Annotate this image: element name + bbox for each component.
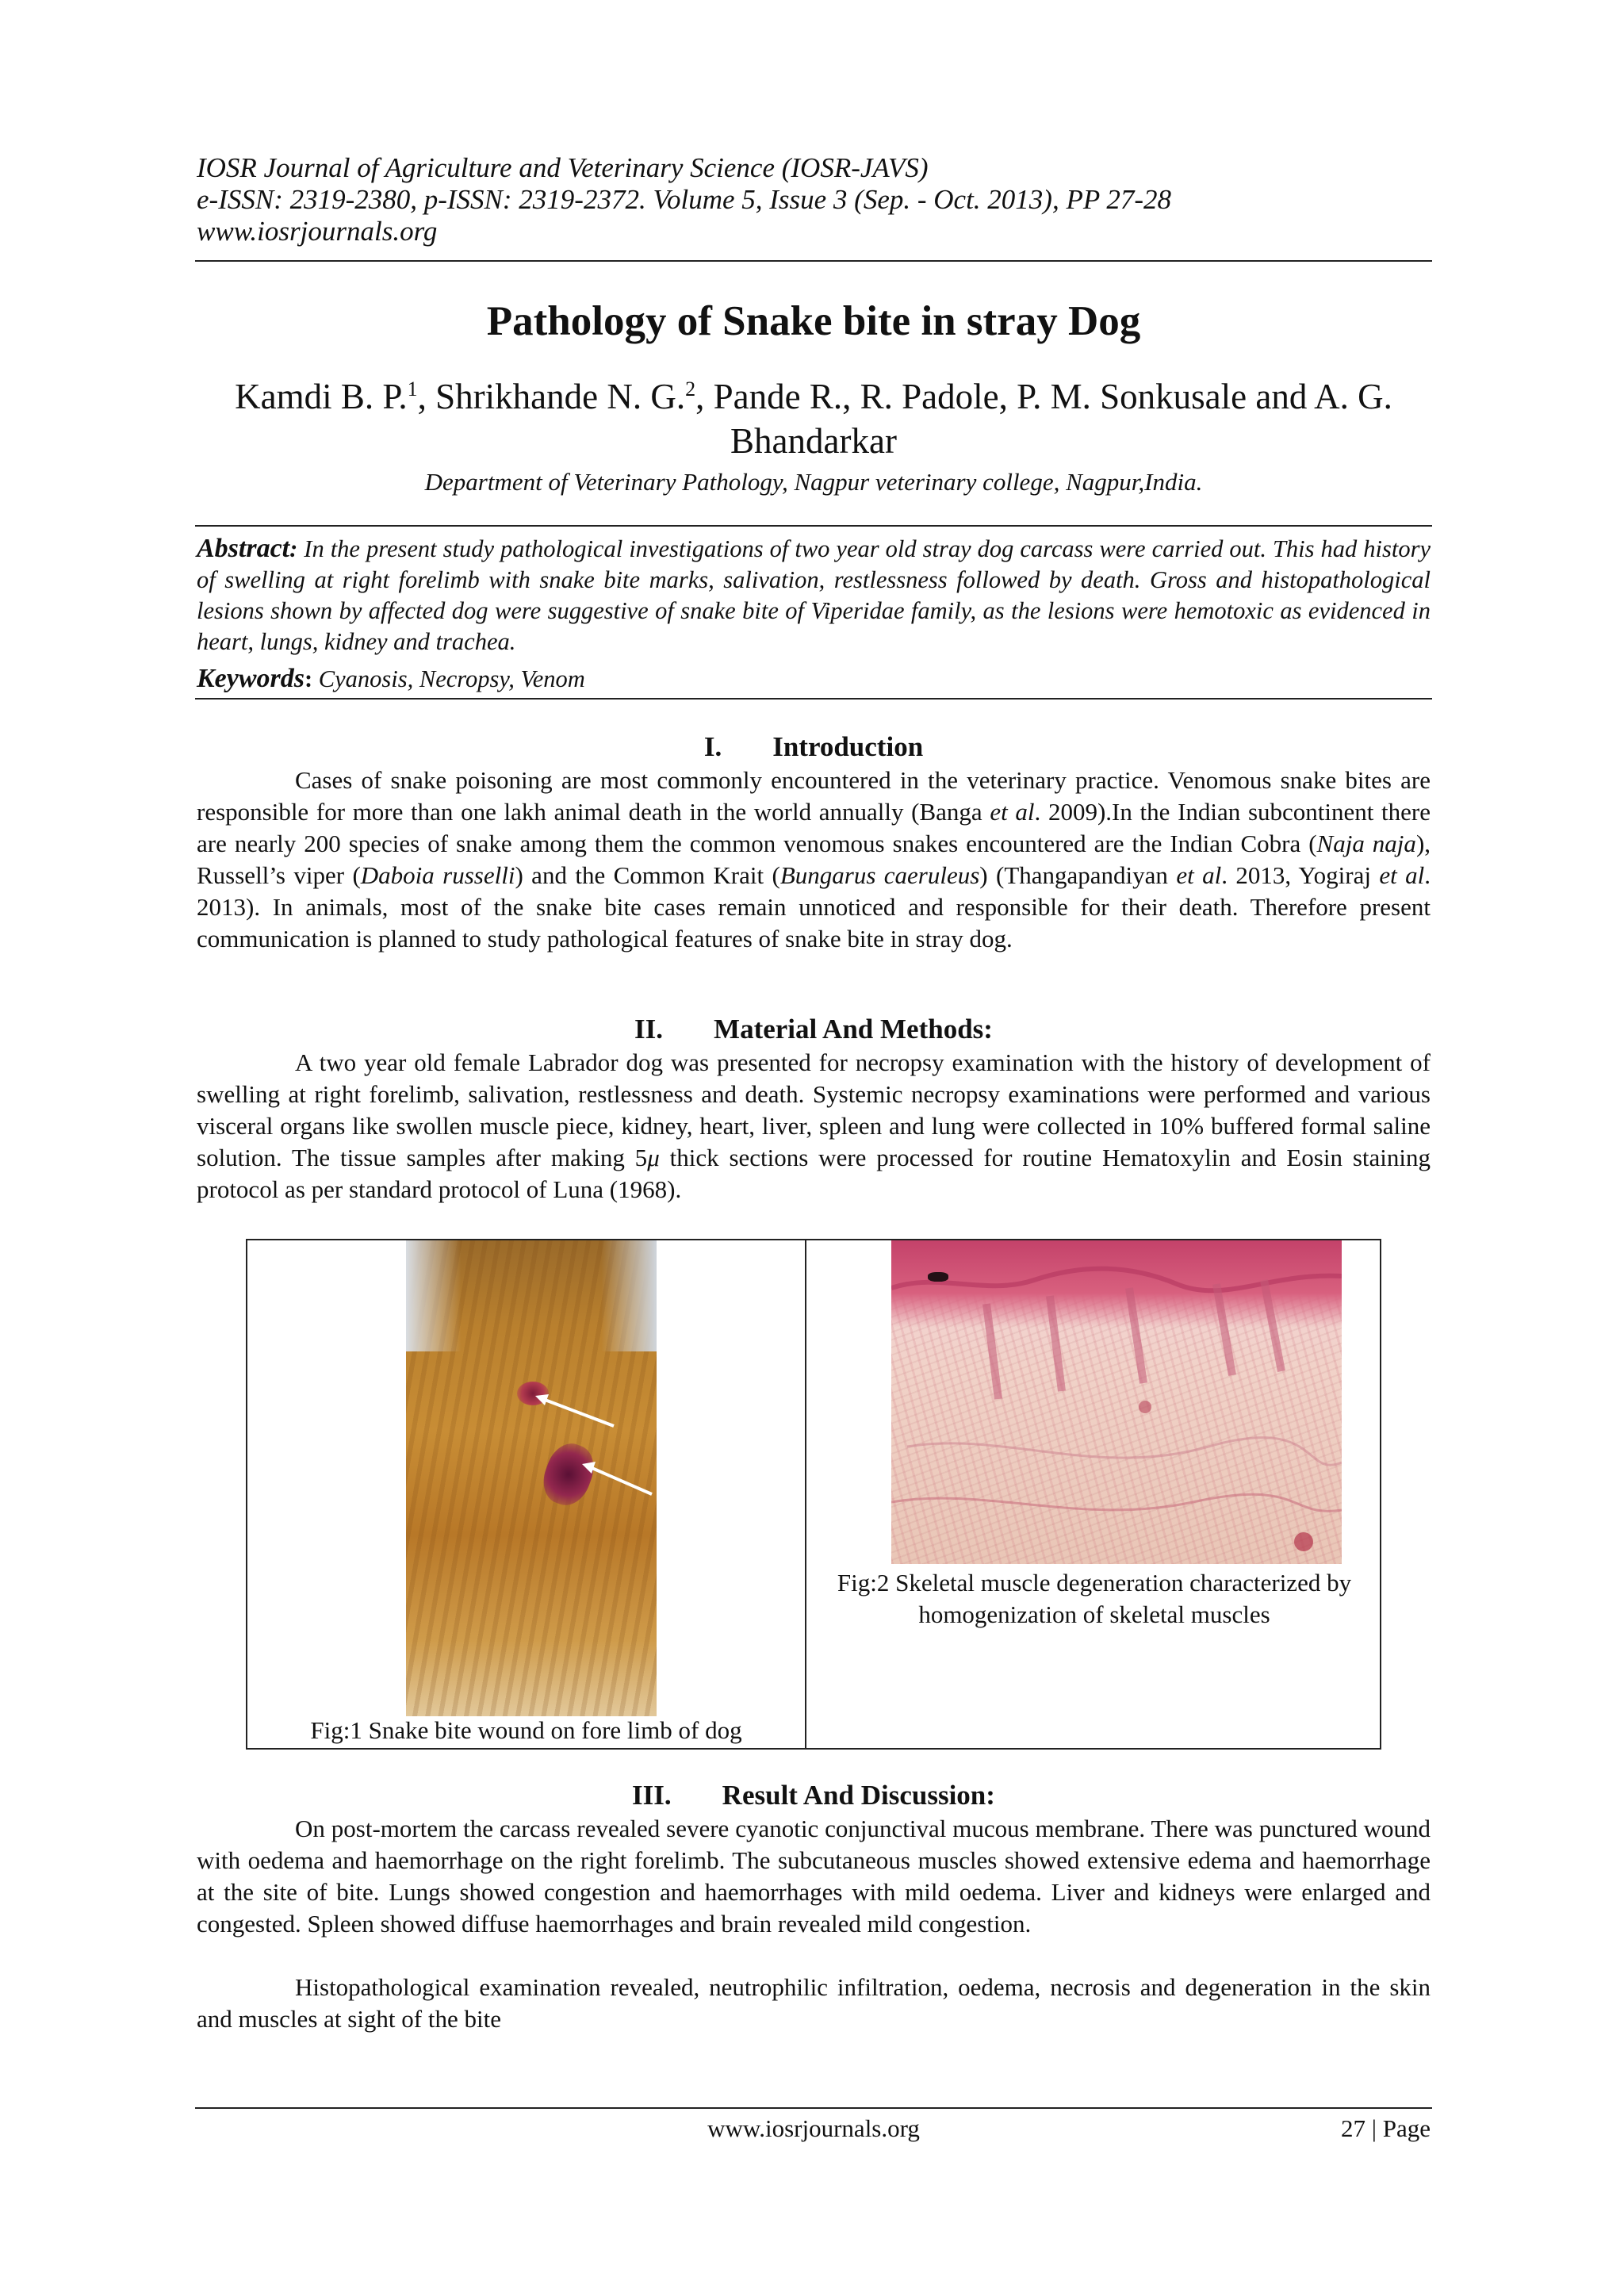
arrow-upper-head <box>535 1394 549 1405</box>
journal-name: IOSR Journal of Agriculture and Veterinary Science (IOSR-JAVS) <box>197 152 929 183</box>
tissue-strands <box>891 1240 1342 1564</box>
epidermis-edge <box>891 1269 1342 1291</box>
author-list <box>195 374 1432 463</box>
pigment-spot <box>928 1272 948 1282</box>
figure-table <box>246 1239 1381 1750</box>
figure-1-caption: Fig:1 Snake bite wound on fore limb of dog <box>310 1716 742 1744</box>
text-run: . 2009).In the Indian subcontinent there are nearly 200 species of snake among them the common venomous snakes encountered are the Indian Cobra ( <box>197 798 1431 857</box>
text-run: Cases of snake poisoning are most commonly encountered in the veterinary practice. Venomous snake bites are responsible for more than one lakh animal death in the world annually (Banga <box>197 766 1431 826</box>
section-number: III. <box>632 1780 672 1811</box>
text-run: Histopathological examination revealed, neutrophilic infiltration, oedema, necrosis and degeneration in the skin and muscles at sight of the bite <box>197 1973 1431 2033</box>
results-paragraph-1 <box>197 1813 1431 1940</box>
section-heading-introduction <box>195 730 1432 765</box>
section-title: Material And Methods: <box>714 1014 993 1045</box>
figure-2-caption: Fig:2 Skeletal muscle degeneration characterized by homogenization of skeletal muscles <box>837 1569 1352 1628</box>
haemorrhage-spot <box>1139 1401 1151 1413</box>
species-name: Daboia russelli <box>360 861 515 889</box>
affiliation: Department of Veterinary Pathology, Nagpur veterinary college, Nagpur,India. <box>424 468 1203 496</box>
text-run: A two year old female Labrador dog was presented for necropsy examination with the history of development of swelling at right forelimb, salivation, restlessness and death. Systemic necropsy examinations were performed and various visceral organs like swollen muscle piece, kidney, heart, liver, spleen and lung were collected in 10% buffered formal saline solution. The tissue samples after making 5 <box>197 1048 1431 1171</box>
footer-website: www.iosrjournals.org <box>707 2114 920 2142</box>
figure-1-dog-forelimb-photo <box>406 1240 657 1716</box>
abstract-rule-top <box>195 525 1432 527</box>
haemorrhage-spot <box>1294 1532 1313 1551</box>
text-run: ), Russell’s viper ( <box>197 830 1431 889</box>
section-title: Result And Discussion: <box>722 1780 995 1811</box>
wound-arrows <box>406 1240 657 1716</box>
text-run: . 2013). In animals, most of the snake bite cases remain unnoticed and responsible for their death. Therefore present communication is planned to study pathological features of snake bite in stray dog. <box>197 861 1431 953</box>
text-run: . 2013, Yogiraj <box>1221 861 1380 889</box>
text-run: ) (Thangapandiyan <box>979 861 1177 889</box>
text-run: thick sections were processed for routine Hematoxylin and Eosin staining protocol as per standard protocol of Luna (1968). <box>197 1144 1431 1203</box>
results-paragraph-2 <box>197 1972 1431 2035</box>
figure-divider <box>805 1240 806 1748</box>
species-name: Bungarus caeruleus <box>779 861 980 889</box>
footer-rule <box>195 2107 1432 2109</box>
paper-title: Pathology of Snake bite in stray Dog <box>486 298 1141 344</box>
muscle-fiber <box>891 1494 1342 1511</box>
section-number: II. <box>634 1014 664 1045</box>
micron-symbol: μ <box>647 1144 660 1171</box>
figure-2-histology-micrograph <box>891 1240 1342 1564</box>
introduction-paragraph <box>197 765 1431 955</box>
section-heading-methods <box>195 1012 1432 1047</box>
section-title: Introduction <box>772 731 924 762</box>
author-1: Kamdi B. P. <box>235 377 408 416</box>
abstract-text: In the present study pathological investigations of two year old stray dog carcass were carried out. This had history of swelling at right forelimb with snake bite marks, salivation, restlessness followed by death. Gross and histopathological lesions shown by affected dog were suggestive of snake bite of Viperidae family, as the lesions were hemotoxic as evidenced in heart, lungs, kidney and trachea. <box>197 535 1431 655</box>
author-1-affil-mark: 1 <box>407 378 418 401</box>
citation-etal: et al <box>1379 861 1425 889</box>
species-name: Naja naja <box>1316 830 1416 857</box>
muscle-fiber <box>907 1438 1342 1466</box>
arrow-lower <box>588 1466 652 1494</box>
abstract-label: Abstract <box>197 534 290 563</box>
citation-etal: et al <box>990 798 1035 826</box>
section-number: I. <box>703 731 722 762</box>
citation-etal: et al <box>1176 861 1222 889</box>
arrow-lower-head <box>582 1462 596 1474</box>
journal-header <box>197 152 1434 247</box>
keywords-label: Keywords <box>197 664 304 693</box>
text-run: On post-mortem the carcass revealed severe cyanotic conjunctival mucous membrane. There was punctured wound with oedema and haemorrhage on the right forelimb. The subcutaneous muscles showed extensive edema and haemorrhage at the site of bite. Lungs showed congestion and haemorrhages with mild oedema. Liver and kidneys were enlarged and congested. Spleen showed diffuse haemorrhages and brain revealed mild congestion. <box>197 1815 1431 1938</box>
journal-issn: e-ISSN: 2319-2380, p-ISSN: 2319-2372. Volume 5, Issue 3 (Sep. - Oct. 2013), PP 27-28 <box>197 184 1171 215</box>
abstract: Abstract: In the present study pathological investigations of two year old stray dog carcass were carried out. This had history of swelling at right forelimb with snake bite marks, salivation, restlessness followed by death. Gross and histopathological lesions shown by affected dog were suggestive of snake bite of Viperidae family, as the lesions were hemotoxic as evidenced in heart, lungs, kidney and trachea. <box>197 534 1431 655</box>
methods-paragraph <box>197 1047 1431 1205</box>
section-heading-results <box>195 1778 1432 1813</box>
author-rest: , Pande R., R. Padole, P. M. Sonkusale and A. G. Bhandarkar <box>695 377 1392 461</box>
keywords: Keywords: Cyanosis, Necropsy, Venom <box>197 664 585 693</box>
author-2-affil-mark: 2 <box>685 378 696 401</box>
header-rule <box>195 260 1432 262</box>
page-number: 27 | Page <box>1341 2114 1431 2142</box>
text-run: ) and the Common Krait ( <box>515 861 780 889</box>
author-2: , Shrikhande N. G. <box>417 377 686 416</box>
journal-website: www.iosrjournals.org <box>197 216 438 247</box>
abstract-rule-bottom <box>195 698 1432 700</box>
keywords-text: Cyanosis, Necropsy, Venom <box>318 665 585 692</box>
arrow-upper <box>541 1398 614 1426</box>
rete-ridges <box>986 1280 1281 1399</box>
